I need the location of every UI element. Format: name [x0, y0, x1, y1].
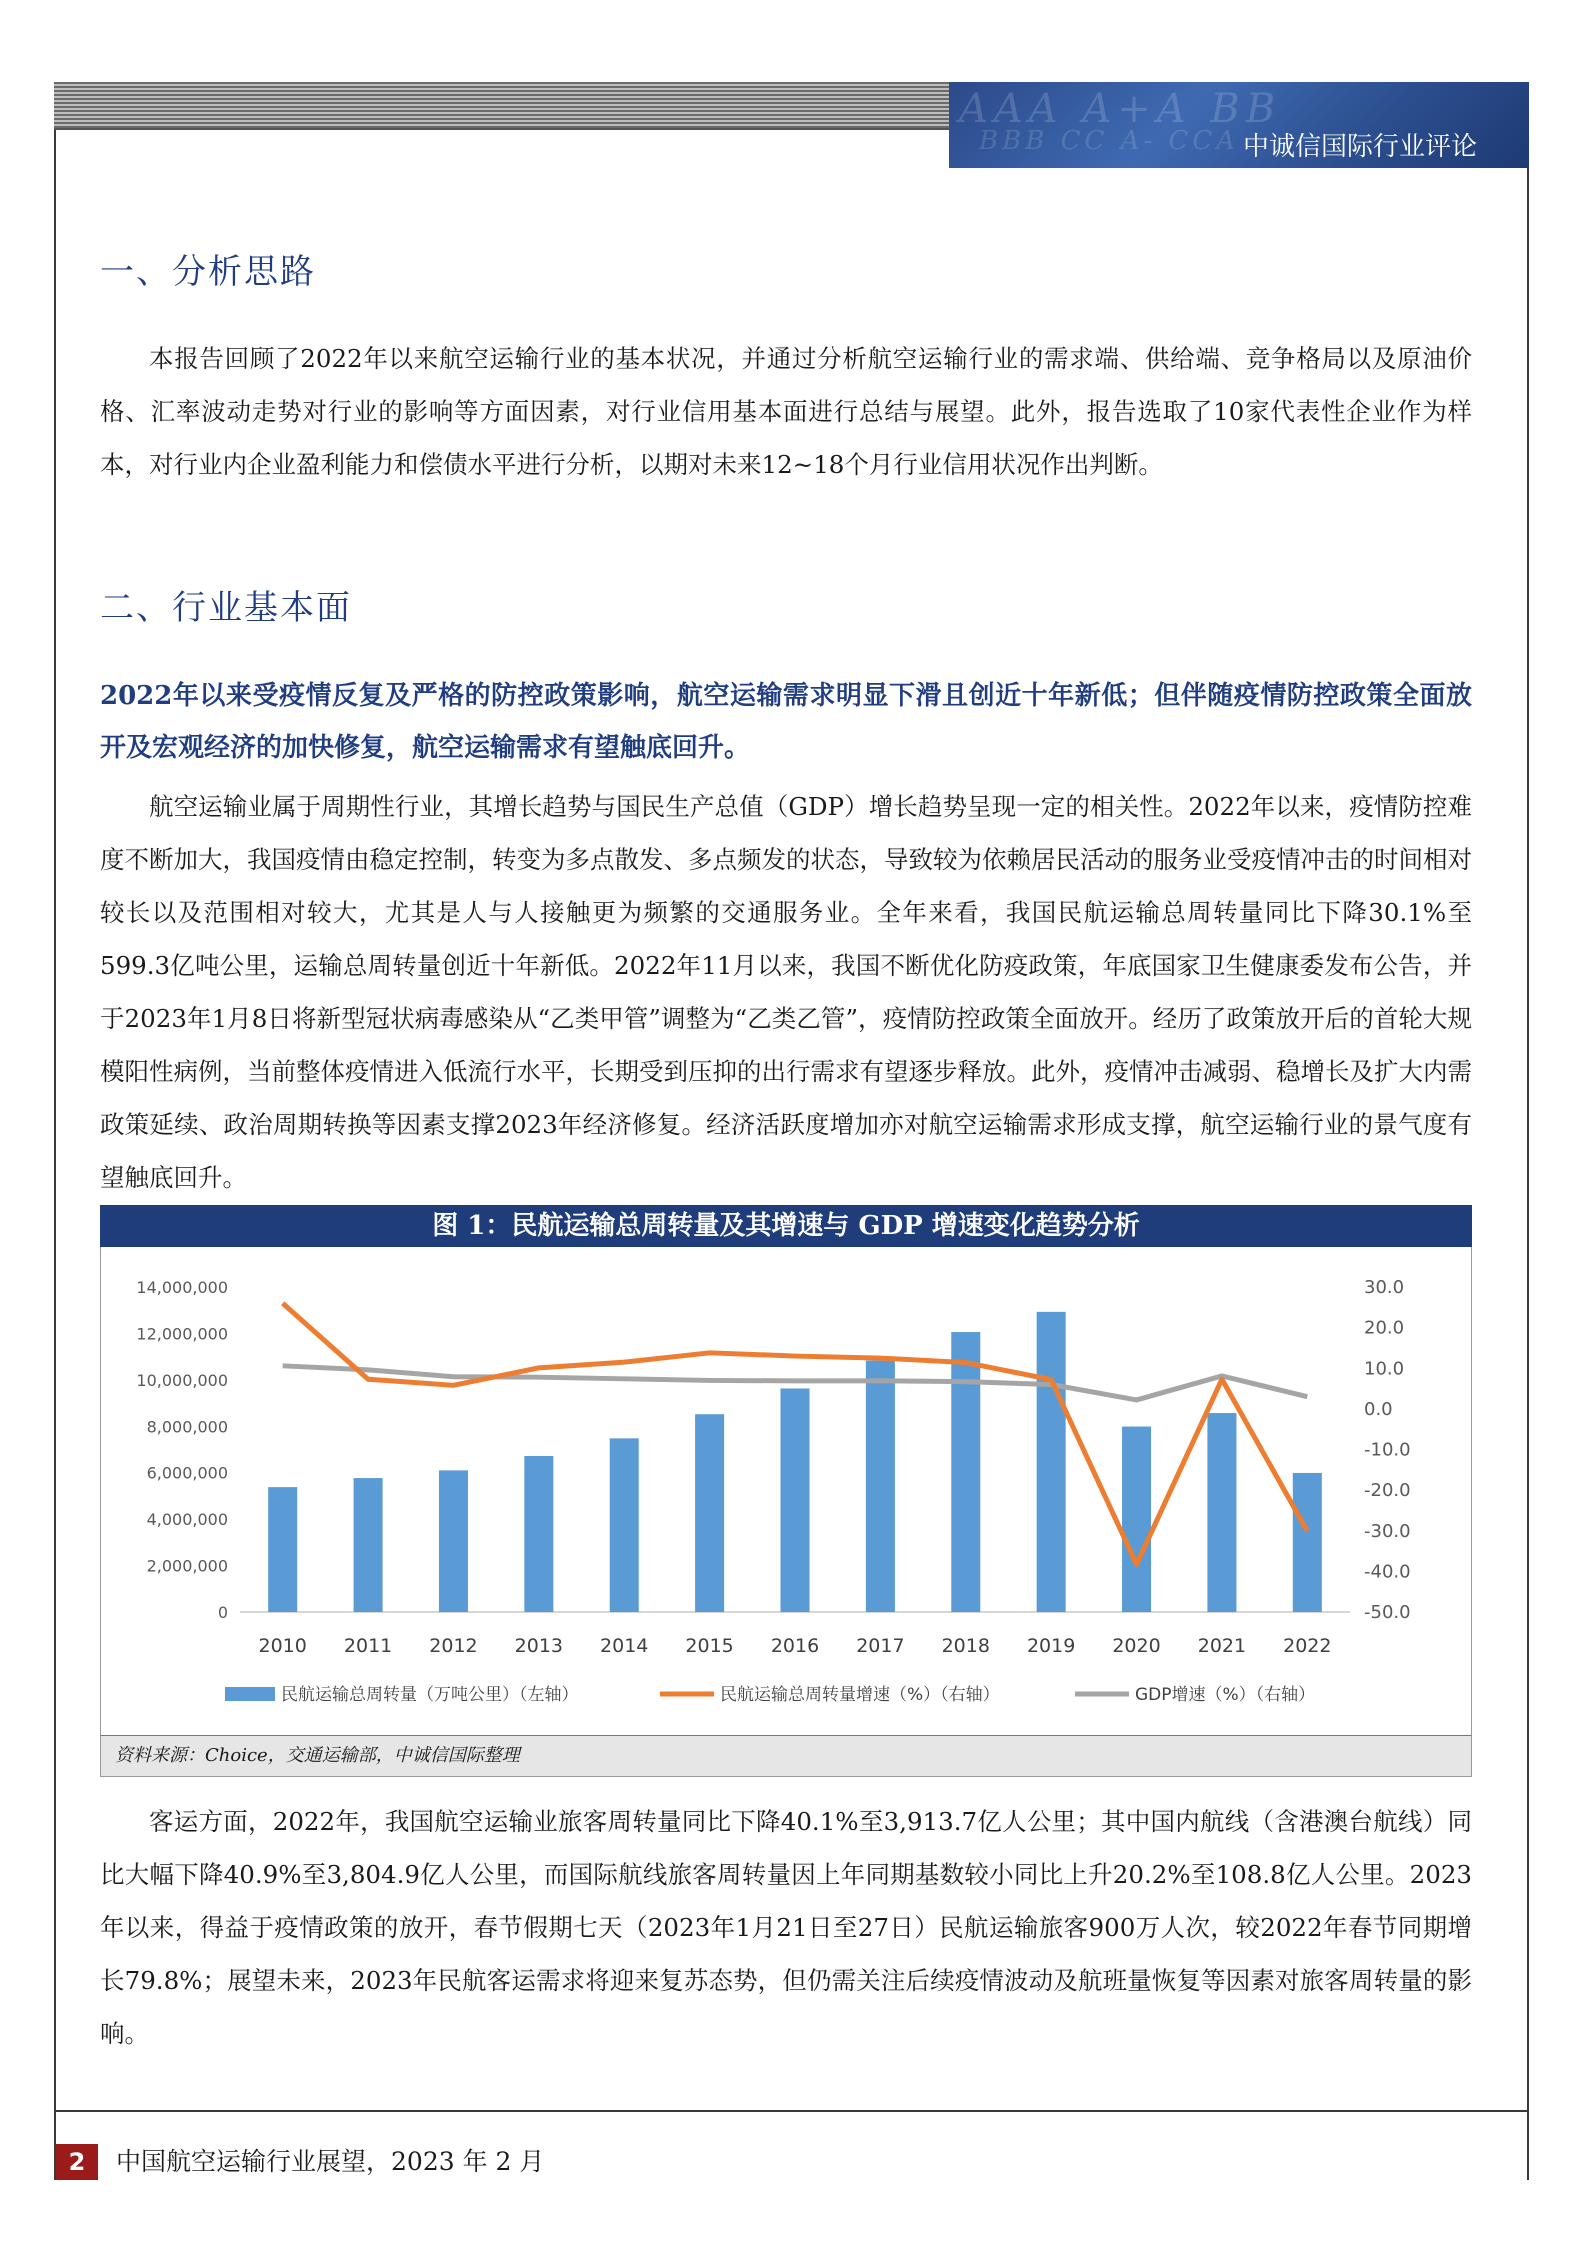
bar-total-turnover — [951, 1332, 980, 1612]
legend-label: 民航运输总周转量增速（%）（右轴） — [720, 1685, 1000, 1705]
bar-total-turnover — [1037, 1312, 1066, 1612]
bar-total-turnover — [354, 1478, 383, 1612]
y-left-tick-label: 2,000,000 — [146, 1556, 228, 1576]
page-number: 2 — [56, 2144, 98, 2180]
page-border-left — [54, 82, 56, 2180]
x-tick-label: 2015 — [685, 1635, 734, 1657]
y-right-tick-label: 10.0 — [1364, 1358, 1405, 1380]
legend-swatch-bar — [225, 1687, 275, 1701]
x-tick-label: 2010 — [258, 1635, 307, 1657]
passenger-paragraph: 客运方面，2022年，我国航空运输业旅客周转量同比下降40.1%至3,913.7亿人公里；其中国内航线（含港澳台航线）同比大幅下降40.9%至3,804.9亿人公里，而国际航线旅客周转量因上年同期基数较小同比上升20.2%至108.8亿人公里。2023年以来，得益于疫情政策的放开，春节假期七天（2023年1月21日至27日）民航运输旅客900万人次，较2022年春节同期增长79.8%；展望未来，2023年民航客运需求将迎来复苏态势，但仍需关注后续疫情波动及航班量恢复等因素对旅客周转量的影响。 — [100, 1807, 1472, 2048]
legend-label: GDP增速（%）（右轴） — [1135, 1685, 1316, 1705]
bar-total-turnover — [439, 1470, 468, 1612]
y-right-tick-label: 30.0 — [1364, 1277, 1405, 1298]
header-divider — [54, 128, 949, 130]
y-right-tick-label: -30.0 — [1364, 1520, 1411, 1542]
x-tick-label: 2012 — [429, 1635, 478, 1657]
key-finding-summary: 2022年以来受疫情反复及严格的防控政策影响，航空运输需求明显下滑且创近十年新低；但伴随疫情防控政策全面放开及宏观经济的加快修复，航空运输需求有望触底回升。 — [100, 681, 1472, 763]
bar-total-turnover — [524, 1456, 553, 1612]
legend-label: 民航运输总周转量（万吨公里）（左轴） — [281, 1685, 579, 1705]
x-tick-label: 2018 — [941, 1635, 990, 1657]
y-right-tick-label: -40.0 — [1364, 1561, 1411, 1583]
x-tick-label: 2021 — [1197, 1635, 1247, 1657]
y-left-tick-label: 12,000,000 — [136, 1324, 228, 1344]
figure-title: 图 1：民航运输总周转量及其增速与 GDP 增速变化趋势分析 — [100, 1205, 1472, 1247]
y-left-tick-label: 0 — [217, 1603, 228, 1622]
x-tick-label: 2019 — [1026, 1635, 1076, 1657]
x-tick-label: 2016 — [770, 1635, 820, 1657]
decorative-rating-letters: AAA A+A BB — [959, 86, 1282, 132]
header-stripe-band — [54, 82, 949, 128]
bar-total-turnover — [268, 1487, 297, 1612]
x-tick-label: 2020 — [1112, 1635, 1161, 1657]
y-left-tick-label: 8,000,000 — [146, 1417, 228, 1437]
figure-source — [100, 1735, 1472, 1777]
bar-total-turnover — [866, 1361, 895, 1612]
header-brand-banner — [949, 82, 1529, 168]
bar-total-turnover — [1207, 1413, 1236, 1612]
y-left-tick-label: 6,000,000 — [146, 1463, 228, 1483]
x-tick-label: 2022 — [1283, 1635, 1332, 1657]
x-tick-label: 2017 — [856, 1635, 905, 1657]
footer-title: 中国航空运输行业展望，2023 年 2 月 — [116, 2147, 545, 2176]
source-text: 资料来源：Choice，交通运输部，中诚信国际整理 — [115, 1745, 520, 1766]
section-heading-analysis: 一、分析思路 — [100, 252, 316, 292]
y-right-tick-label: -50.0 — [1364, 1602, 1411, 1623]
page-border-bottom — [54, 2110, 1529, 2112]
y-right-tick-label: -10.0 — [1364, 1439, 1411, 1461]
bar-total-turnover — [1293, 1473, 1322, 1612]
analysis-paragraph: 本报告回顾了2022年以来航空运输行业的基本状况，并通过分析航空运输行业的需求端、供给端、竞争格局以及原油价格、汇率波动走势对行业的影响等方面因素，对行业信用基本面进行总结与展望。此外，报告选取了10家代表性企业作为样本，对行业内企业盈利能力和偿债水平进行分析，以期对未来12~18个月行业信用状况作出判断。 — [100, 344, 1472, 479]
bar-total-turnover — [610, 1438, 639, 1612]
fundamentals-paragraph: 航空运输业属于周期性行业，其增长趋势与国民生产总值（GDP）增长趋势呈现一定的相关性。2022年以来，疫情防控难度不断加大，我国疫情由稳定控制，转变为多点散发、多点频发的状态，导致较为依赖居民活动的服务业受疫情冲击的时间相对较长以及范围相对较大，尤其是人与人接触更为频繁的交通服务业。全年来看，我国民航运输总周转量同比下降30.1%至599.3亿吨公里，运输总周转量创近十年新低。2022年11月以来，我国不断优化防疫政策，年底国家卫生健康委发布公告，并于2023年1月8日将新型冠状病毒感染从“乙类甲管”调整为“乙类乙管”，疫情防控政策全面放开。经历了政策放开后的首轮大规模阳性病例，当前整体疫情进入低流行水平，长期受到压抑的出行需求有望逐步释放。此外，疫情冲击减弱、稳增长及扩大内需政策延续、政治周期转换等因素支撑2023年经济修复。经济活跃度增加亦对航空运输需求形成支撑，航空运输行业的景气度有望触底回升。 — [100, 792, 1472, 1192]
decorative-rating-letters: BBB CC A- CCA — [979, 126, 1240, 156]
bar-total-turnover — [695, 1414, 724, 1612]
section-heading-fundamentals: 二、行业基本面 — [100, 588, 352, 628]
y-left-tick-label: 14,000,000 — [136, 1278, 228, 1297]
y-right-tick-label: 20.0 — [1364, 1317, 1405, 1339]
y-right-tick-label: -20.0 — [1364, 1480, 1411, 1502]
x-tick-label: 2013 — [514, 1635, 564, 1657]
x-tick-label: 2011 — [343, 1635, 393, 1657]
brand-title: 中诚信国际行业评论 — [1242, 132, 1477, 162]
bar-total-turnover — [1122, 1427, 1151, 1612]
y-right-tick-label: 0.0 — [1364, 1398, 1393, 1420]
x-tick-label: 2014 — [600, 1635, 649, 1657]
page-border-right — [1527, 82, 1529, 2180]
bar-total-turnover — [780, 1388, 809, 1612]
y-left-tick-label: 10,000,000 — [136, 1370, 228, 1390]
y-left-tick-label: 4,000,000 — [146, 1510, 228, 1530]
combo-chart — [100, 1247, 1472, 1735]
